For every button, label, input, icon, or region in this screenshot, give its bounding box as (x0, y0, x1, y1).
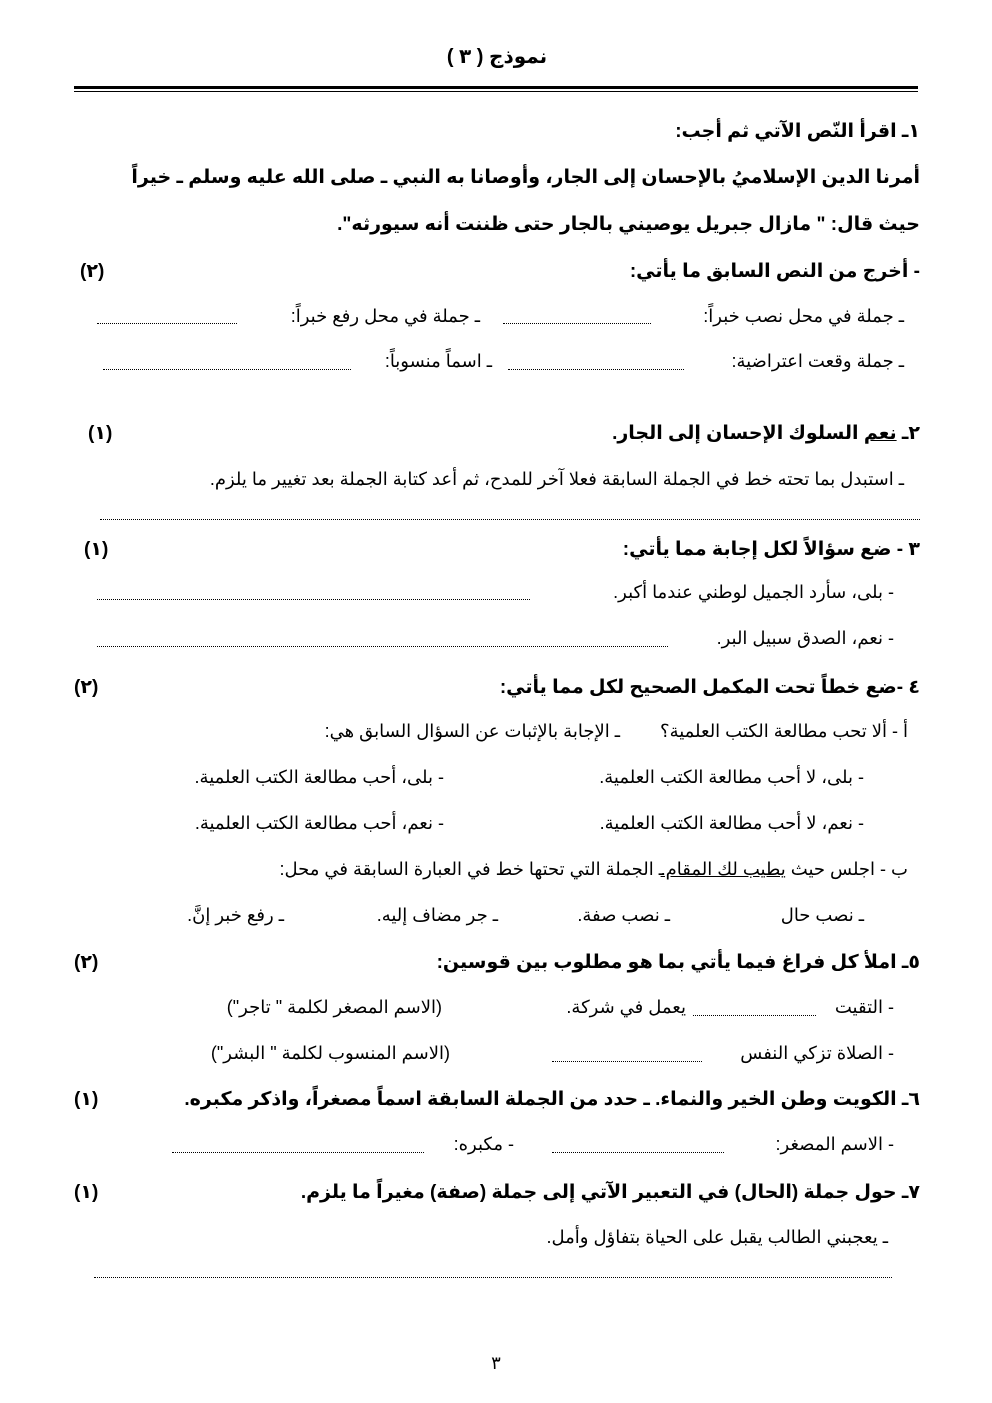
q4-b-prompt: ـ الجملة التي تحتها خط في العبارة السابقة في محل: (279, 859, 664, 879)
q3-answer-2: - نعم، الصدق سبيل البر. (716, 628, 894, 648)
q5-s1-start: - التقيت (834, 997, 894, 1017)
q1-sub-heading: - أخرج من النص السابق ما يأتي: (629, 261, 920, 282)
q4-b-sentence (661, 859, 908, 880)
q4-b-option-3[interactable]: ـ جر مضاف إليه. (376, 905, 498, 925)
q5-s2-hint: (الاسم المنسوب لكلمة " البشر") (210, 1043, 450, 1063)
q1-heading: ١ـ اقرأ النّص الآتي ثم أجب: (675, 121, 920, 142)
header-rule (74, 86, 918, 89)
q4-b-option-2[interactable]: ـ نصب صفة. (577, 905, 670, 925)
q2-heading-rest: السلوك الإحسان إلى الجار. (612, 423, 859, 444)
q1-passage-line-1: أمرنا الدين الإسلاميُ بالإحسان إلى الجار، وأوصانا به النبي ـ صلى الله عليه وسلم ـ خيراً (131, 167, 920, 188)
q1-item-b-label: ـ جملة في محل رفع خبراً: (290, 306, 480, 326)
q5-heading: ٥ـ املأ كل فراغ فيما يأتي بما هو مطلوب بين قوسين: (436, 952, 920, 973)
q4-a-question: أ - ألا تحب مطالعة الكتب العلمية؟ (660, 721, 908, 741)
q4-b-underlined: يطيب لك المقام. (660, 859, 786, 879)
q1-item-d-label: ـ اسماً منسوباً: (384, 351, 492, 371)
q1-item-c-answer[interactable] (508, 369, 684, 370)
q3-answer-1: - بلى، سأرد الجميل لوطني عندما أكبر. (613, 582, 894, 602)
q5-s2-start: - الصلاة تزكي النفس (740, 1043, 894, 1063)
q4-a-option-2[interactable]: - بلى، أحب مطالعة الكتب العلمية. (194, 767, 444, 787)
q2-instruction: ـ استبدل بما تحته خط في الجملة السابقة فعلا آخر للمدح، ثم أعد كتابة الجملة بعد تغيير ما يلزم. (209, 469, 904, 489)
q6-small-answer[interactable] (552, 1152, 724, 1153)
q2-heading-prefix: ٢ـ (901, 423, 920, 444)
q5-mark: (٢) (74, 952, 99, 973)
q6-heading: ٦ـ الكويت وطن الخير والنماء. ـ حدد من الجملة السابقة اسماً مصغراً، واذكر مكبره. (184, 1089, 920, 1110)
q7-answer-line[interactable] (94, 1277, 892, 1278)
page-number: ٣ (491, 1353, 501, 1373)
q1-item-d-answer[interactable] (103, 369, 351, 370)
q1-item-a-answer[interactable] (503, 323, 651, 324)
q7-sentence: ـ يعجبني الطالب يقبل على الحياة بتفاؤل وأمل. (546, 1227, 888, 1247)
q4-mark: (٢) (74, 677, 99, 698)
q4-a-prompt: ـ الإجابة بالإثبات عن السؤال السابق هي: (324, 721, 620, 741)
q1-item-b-answer[interactable] (97, 323, 237, 324)
q4-a-option-1[interactable]: - بلى، لا أحب مطالعة الكتب العلمية. (599, 767, 864, 787)
q2-mark: (١) (88, 423, 113, 444)
q4-heading: ٤ -ضع خطاً تحت المكمل الصحيح لكل مما يأتي: (499, 677, 920, 698)
q5-s2-blank[interactable] (552, 1061, 702, 1062)
q7-mark: (١) (74, 1182, 99, 1203)
q5-s1-end: يعمل في شركة. (566, 997, 686, 1017)
q1-item-a-label: ـ جملة في محل نصب خبراً: (703, 306, 904, 326)
q7-heading: ٧ـ حول جملة (الحال) في التعبير الآتي إلى جملة (صفة) مغيراً ما يلزم. (300, 1182, 920, 1203)
q4-b-prefix: ب - اجلس حيث (790, 859, 908, 879)
q4-a-option-3[interactable]: - نعم، لا أحب مطالعة الكتب العلمية. (599, 813, 864, 833)
q6-small-label: - الاسم المصغر: (775, 1134, 894, 1154)
q1-mark: (٢) (80, 261, 105, 282)
q6-big-answer[interactable] (172, 1152, 424, 1153)
q3-question-1-line[interactable] (97, 599, 530, 600)
q3-question-2-line[interactable] (97, 646, 668, 647)
q4-b-option-4[interactable]: ـ رفع خبر إنَّ. (187, 905, 284, 925)
q1-item-c-label: ـ جملة وقعت اعتراضية: (731, 351, 904, 371)
q4-a-option-4[interactable]: - نعم، أحب مطالعة الكتب العلمية. (194, 813, 444, 833)
q6-big-label: - مكبره: (453, 1134, 514, 1154)
q3-mark: (١) (84, 539, 109, 560)
q2-heading (612, 422, 920, 445)
page-title: نموذج ( ٣ ) (446, 46, 548, 68)
q6-mark: (١) (74, 1089, 99, 1110)
q1-passage-line-2: حيث قال: " مازال جبريل يوصيني بالجار حتى ظننت أنه سيورثه". (337, 214, 920, 235)
q3-heading: ٣ - ضع سؤالاً لكل إجابة مما يأتي: (622, 539, 920, 560)
q5-s1-blank[interactable] (693, 1015, 816, 1016)
q2-heading-underlined: نعم (863, 423, 897, 444)
q2-answer-line[interactable] (100, 519, 920, 520)
q5-s1-hint: (الاسم المصغر لكلمة " تاجر") (226, 997, 442, 1017)
q4-b-option-1[interactable]: ـ نصب حال (780, 905, 864, 925)
